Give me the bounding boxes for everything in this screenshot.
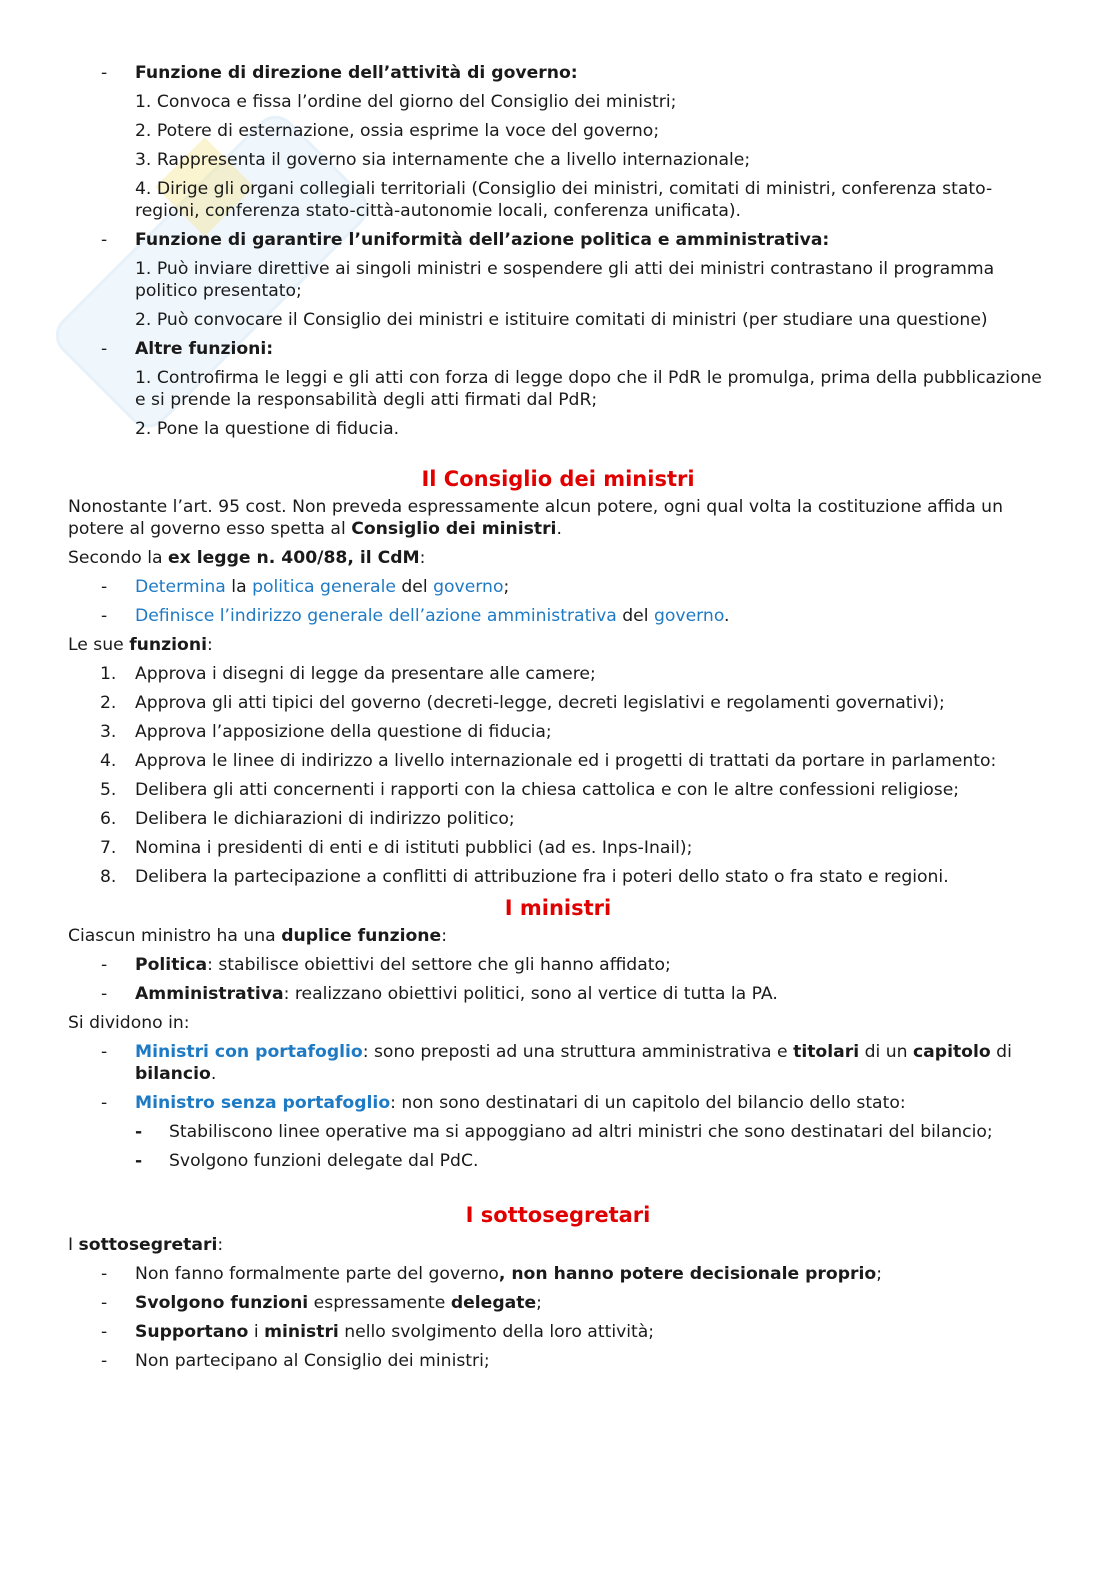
cdm-intro: Nonostante l’art. 95 cost. Non preveda espressamente alcun potere, ogni qual volta la costituzione affida un potere al governo esso spetta al Consiglio dei ministri. <box>68 497 1003 539</box>
bullet-altre-funzioni: - Altre funzioni: <box>101 339 274 359</box>
funzione-item-5: 5. Delibera gli atti concernenti i rapporti con la chiesa cattolica e con le altre confessioni religiose; <box>100 780 960 800</box>
senza-sub-item-2: - Svolgono funzioni delegate dal PdC. <box>135 1151 479 1171</box>
sottosegretari-bullet-1: - Non fanno formalmente parte del governo, non hanno potere decisionale proprio; <box>101 1264 882 1284</box>
cdm-legge: Secondo la ex legge n. 400/88, il CdM: <box>68 548 426 568</box>
uniformita-item-1: 1. Può inviare direttive ai singoli ministri e sospendere gli atti dei ministri contrastano il programma politico presentato; <box>135 259 995 301</box>
bullet-direzione: - Funzione di direzione dell’attività di governo: <box>101 63 578 83</box>
funzione-item-2: 2. Approva gli atti tipici del governo (decreti-legge, decreti legislativi e regolamenti governativi); <box>100 693 945 713</box>
ministri-bullet-senza-portafoglio: - Ministro senza portafoglio: non sono destinatari di un capitolo del bilancio dello stato: <box>101 1093 906 1113</box>
funzione-item-6: 6. Delibera le dichiarazioni di indirizzo politico; <box>100 809 515 829</box>
ministri-bullet-con-portafoglio: - Ministri con portafoglio: sono preposti ad una struttura amministrativa e titolari di un capitolo di bilancio. <box>101 1042 1012 1084</box>
direzione-item-4: 4. Dirige gli organi collegiali territoriali (Consiglio dei ministri, comitati di ministri, conferenza stato-regioni, conferenza stato-città-autonomie locali, conferenza unificata). <box>135 179 993 221</box>
funzione-item-4: 4. Approva le linee di indirizzo a livello internazionale ed i progetti di trattati da portare in parlamento: <box>100 751 997 771</box>
sottosegretari-intro: I sottosegretari: <box>68 1235 224 1255</box>
sottosegretari-bullet-3: - Supportano i ministri nello svolgimento della loro attività; <box>101 1322 655 1342</box>
altre-item-1: 1. Controfirma le leggi e gli atti con forza di legge dopo che il PdR le promulga, prima della pubblicazione e si prende la responsabilità degli atti firmati dal PdR; <box>135 368 1042 410</box>
sottosegretari-bullet-2: - Svolgono funzioni espressamente delegate; <box>101 1293 542 1313</box>
cdm-bullet-determina: - Determina la politica generale del governo; <box>101 577 510 597</box>
heading-sottosegretari: I sottosegretari <box>465 1203 651 1227</box>
ministri-bullet-amministrativa: - Amministrativa: realizzano obiettivi politici, sono al vertice di tutta la PA. <box>101 984 778 1004</box>
funzione-item-7: 7. Nomina i presidenti di enti e di istituti pubblici (ad es. Inps-Inail); <box>100 838 693 858</box>
bullet-uniformita: - Funzione di garantire l’uniformità dell’azione politica e amministrativa: <box>101 230 830 250</box>
direzione-item-1: 1. Convoca e fissa l’ordine del giorno del Consiglio dei ministri; <box>135 92 677 112</box>
document-body <box>68 62 1048 1379</box>
ministri-intro: Ciascun ministro ha una duplice funzione: <box>68 926 447 946</box>
uniformita-item-2: 2. Può convocare il Consiglio dei ministri e istituire comitati di ministri (per studiare una questione) <box>135 310 988 330</box>
funzione-item-3: 3. Approva l’apposizione della questione di fiducia; <box>100 722 552 742</box>
cdm-bullet-definisce: - Definisce l’indirizzo generale dell’azione amministrativa del governo. <box>101 606 730 626</box>
senza-sub-item-1: - Stabiliscono linee operative ma si appoggiano ad altri ministri che sono destinatari del bilancio; <box>135 1122 993 1142</box>
heading-consiglio: Il Consiglio dei ministri <box>421 467 695 491</box>
sottosegretari-bullet-4: - Non partecipano al Consiglio dei ministri; <box>101 1351 490 1371</box>
direzione-item-3: 3. Rappresenta il governo sia internamente che a livello internazionale; <box>135 150 751 170</box>
cdm-funzioni-label: Le sue funzioni: <box>68 635 213 655</box>
ministri-dividono: Si dividono in: <box>68 1013 190 1033</box>
funzione-item-8: 8. Delibera la partecipazione a conflitti di attribuzione fra i poteri dello stato o fra stato e regioni. <box>100 867 949 887</box>
heading-ministri: I ministri <box>504 896 612 920</box>
direzione-item-2: 2. Potere di esternazione, ossia esprime la voce del governo; <box>135 121 660 141</box>
funzione-item-1: 1. Approva i disegni di legge da presentare alle camere; <box>100 664 596 684</box>
altre-item-2: 2. Pone la questione di fiducia. <box>135 419 400 439</box>
ministri-bullet-politica: - Politica: stabilisce obiettivi del settore che gli hanno affidato; <box>101 955 671 975</box>
